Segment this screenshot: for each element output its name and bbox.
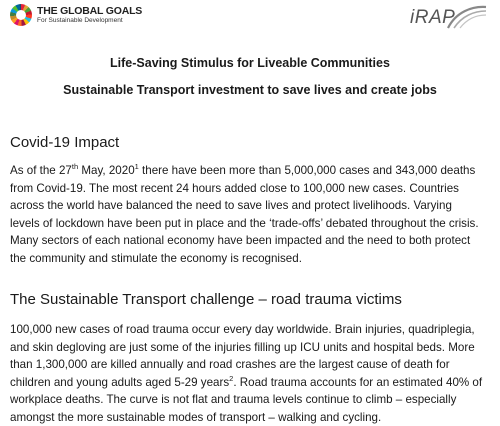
footnote-ref: 2 bbox=[229, 373, 234, 383]
paragraph-line: children and young adults aged 5-29 years$^2$. Road trauma accounts for an estimated 40% of bbox=[10, 373, 483, 389]
superscript: th bbox=[71, 162, 79, 172]
paragraph-line: 100,000 new cases of road trauma occur every day worldwide. Brain injuries, quadriplegia, bbox=[10, 323, 475, 336]
paragraph-line: levels of lockdown have been put in place and the ‘trade-offs’ debated throughout the crisis. bbox=[10, 216, 479, 230]
paragraph-line: As of the 27th May, 2020$^1$ there have been more than 5,000,000 cases and 343,000 deaths bbox=[10, 162, 476, 177]
paragraph-covid bbox=[10, 162, 492, 267]
paragraph-line: from Covid-19. The most recent 24 hours added close to 100,000 new cases. Countries bbox=[10, 181, 459, 195]
irap-logo-text: iRAP bbox=[410, 7, 456, 28]
section-heading-covid: Covid-19 Impact bbox=[10, 134, 120, 151]
document-subtitle: Sustainable Transport investment to save lives and create jobs bbox=[63, 83, 437, 97]
global-goals-title: THE GLOBAL GOALS bbox=[37, 4, 143, 17]
paragraph-line: Many sectors of each national economy have been impacted and the need to both protect bbox=[10, 234, 471, 247]
paragraph-line: than 1,300,000 are killed annually and road crashes are the largest cause of death for bbox=[10, 358, 450, 371]
paragraph-road-trauma bbox=[10, 321, 492, 426]
irap-logo bbox=[410, 2, 488, 32]
sdg-wheel-icon bbox=[10, 4, 32, 26]
global-goals-logo bbox=[10, 4, 142, 26]
paragraph-line: across the world have balanced the need to save lives and protect livelihoods. Varying bbox=[10, 199, 452, 212]
global-goals-subtitle: For Sustainable Development bbox=[37, 17, 123, 24]
section-heading-transport: The Sustainable Transport challenge – road trauma victims bbox=[10, 291, 402, 308]
paragraph-line: workplace deaths. The curve is not flat and trauma levels continue to climb – especially bbox=[10, 393, 457, 406]
paragraph-line: amongst the more sustainable modes of transport – walking and cycling. bbox=[10, 410, 382, 424]
paragraph-line: and skin degloving are just some of the injuries filling up ICU units and hospital beds. More bbox=[10, 340, 475, 354]
document-title: Life-Saving Stimulus for Liveable Communities bbox=[110, 56, 390, 70]
paragraph-line: the community and stimulate the economy is recognised. bbox=[10, 251, 302, 265]
footnote-ref: 1 bbox=[134, 162, 139, 172]
